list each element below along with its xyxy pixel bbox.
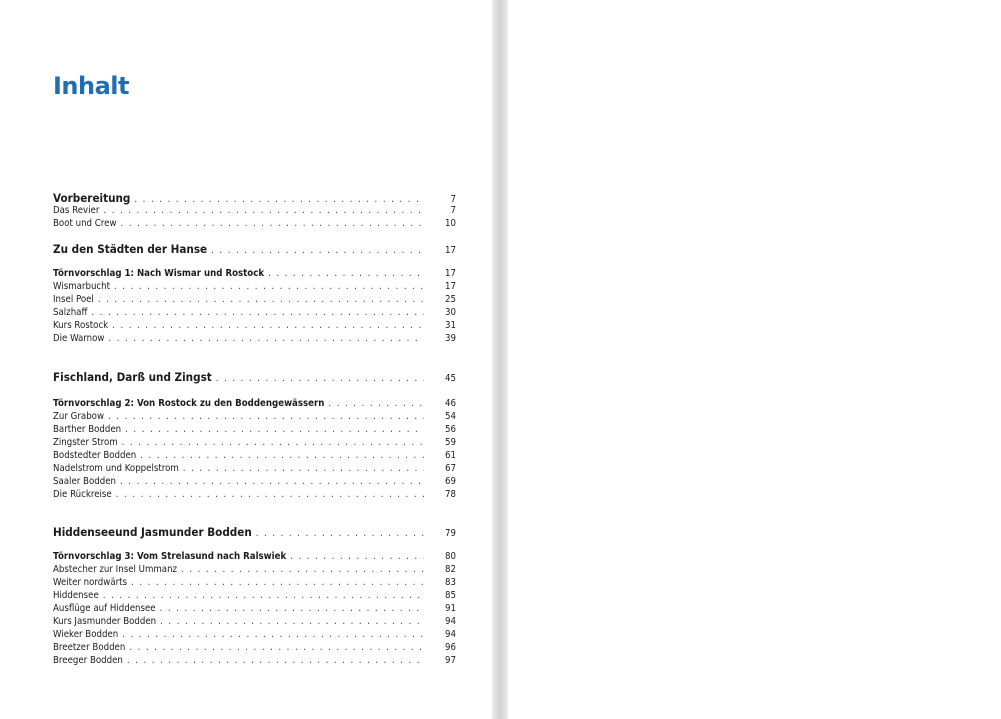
page-number: 97 xyxy=(445,655,456,666)
dot-leader xyxy=(120,475,424,488)
dot-leader xyxy=(183,462,424,475)
dot-leader xyxy=(127,654,424,667)
entry-title: Das Revier xyxy=(53,205,100,216)
entry-title: Ausflüge auf Hiddensee xyxy=(53,603,156,614)
entry-title: Törnvorschlag 1: Nach Wismar und Rostock xyxy=(53,268,265,279)
dot-leader xyxy=(268,267,424,280)
tour-heading xyxy=(53,550,456,563)
entry-title: Insel Poel xyxy=(53,294,94,305)
book-gutter xyxy=(492,0,508,719)
toc-entry xyxy=(53,563,456,576)
page-number: 17 xyxy=(445,245,456,256)
page-number: 80 xyxy=(445,551,456,562)
toc-entry xyxy=(53,449,456,462)
dot-leader xyxy=(103,204,424,217)
page-number: 82 xyxy=(445,564,456,575)
page-number: 7 xyxy=(450,205,456,216)
toc-entry xyxy=(53,204,456,217)
chapter-heading xyxy=(53,524,456,540)
toc-entry xyxy=(53,217,456,230)
dot-leader xyxy=(160,602,424,615)
entry-title: Saaler Bodden xyxy=(53,476,117,487)
entry-title: Vorbereitung xyxy=(53,191,131,205)
dot-leader xyxy=(116,488,424,501)
toc-entry xyxy=(53,615,456,628)
toc-entry xyxy=(53,280,456,293)
entry-title: Bodstedter Bodden xyxy=(53,450,137,461)
tour-heading xyxy=(53,267,456,280)
chapter-heading xyxy=(53,241,456,257)
entry-title: Hiddenseeund Jasmunder Bodden xyxy=(53,525,252,539)
toc-entry xyxy=(53,589,456,602)
page-number: 30 xyxy=(445,307,456,318)
page-number: 39 xyxy=(445,333,456,344)
toc-entry xyxy=(53,628,456,641)
entry-title: Törnvorschlag 2: Von Rostock zu den Boddengewässern xyxy=(53,398,325,409)
tour-heading xyxy=(53,397,456,410)
dot-leader xyxy=(256,526,424,540)
dot-leader xyxy=(328,397,424,410)
dot-leader xyxy=(112,319,424,332)
page-number: 31 xyxy=(445,320,456,331)
page-number: 94 xyxy=(445,629,456,640)
dot-leader xyxy=(91,306,424,319)
page-number: 94 xyxy=(445,616,456,627)
entry-title: Zingster Strom xyxy=(53,437,118,448)
left-page xyxy=(0,0,492,719)
page-number: 59 xyxy=(445,437,456,448)
dot-leader xyxy=(129,641,424,654)
right-page xyxy=(508,0,1001,719)
page-number: 79 xyxy=(445,528,456,539)
dot-leader xyxy=(211,243,424,257)
toc-entry xyxy=(53,306,456,319)
toc-entry xyxy=(53,319,456,332)
entry-title: Barther Bodden xyxy=(53,424,122,435)
entry-title: Wieker Bodden xyxy=(53,629,119,640)
dot-leader xyxy=(131,576,424,589)
entry-title: Nadelstrom und Koppelstrom xyxy=(53,463,179,474)
dot-leader xyxy=(125,423,424,436)
entry-title: Fischland, Darß und Zingst xyxy=(53,370,212,384)
toc-entry xyxy=(53,410,456,423)
dot-leader xyxy=(108,410,424,423)
page-number: 45 xyxy=(445,373,456,384)
dot-leader xyxy=(181,563,424,576)
page-number: 91 xyxy=(445,603,456,614)
entry-title: Kurs Jasmunder Bodden xyxy=(53,616,157,627)
entry-title: Zur Grabow xyxy=(53,411,105,422)
toc-entry xyxy=(53,475,456,488)
entry-title: Wismarbucht xyxy=(53,281,111,292)
dot-leader xyxy=(103,589,424,602)
page-number: 46 xyxy=(445,398,456,409)
entry-title: Kurs Rostock xyxy=(53,320,109,331)
entry-title: Zu den Städten der Hanse xyxy=(53,242,208,256)
dot-leader xyxy=(98,293,424,306)
page-number: 17 xyxy=(445,281,456,292)
dot-leader xyxy=(114,280,424,293)
toc-entry xyxy=(53,293,456,306)
toc-entry xyxy=(53,654,456,667)
page-number: 69 xyxy=(445,476,456,487)
toc-entry xyxy=(53,488,456,501)
page-number: 85 xyxy=(445,590,456,601)
page-number: 17 xyxy=(445,268,456,279)
toc-entry xyxy=(53,602,456,615)
entry-title: Boot und Crew xyxy=(53,218,117,229)
dot-leader xyxy=(122,628,424,641)
entry-title: Breeger Bodden xyxy=(53,655,123,666)
toc-entry xyxy=(53,436,456,449)
page-number: 78 xyxy=(445,489,456,500)
page-number: 56 xyxy=(445,424,456,435)
page-title: Inhalt xyxy=(53,72,129,100)
toc-entry xyxy=(53,462,456,475)
toc-entry xyxy=(53,641,456,654)
entry-title: Abstecher zur Insel Ummanz xyxy=(53,564,178,575)
dot-leader xyxy=(121,217,424,230)
entry-title: Salzhaff xyxy=(53,307,88,318)
page-number: 67 xyxy=(445,463,456,474)
page-number: 7 xyxy=(450,194,456,205)
entry-title: Törnvorschlag 3: Vom Strelasund nach Ralswiek xyxy=(53,551,287,562)
dot-leader xyxy=(109,332,425,345)
entry-title: Weiter nordwärts xyxy=(53,577,128,588)
page-number: 83 xyxy=(445,577,456,588)
dot-leader xyxy=(216,371,424,385)
page-number: 25 xyxy=(445,294,456,305)
toc-entry xyxy=(53,423,456,436)
dot-leader xyxy=(140,449,424,462)
page-number: 54 xyxy=(445,411,456,422)
entry-title: Breetzer Bodden xyxy=(53,642,126,653)
chapter-heading xyxy=(53,369,456,385)
dot-leader xyxy=(122,436,424,449)
toc-entry xyxy=(53,576,456,589)
entry-title: Die Rückreise xyxy=(53,489,112,500)
entry-title: Die Warnow xyxy=(53,333,105,344)
page-number: 96 xyxy=(445,642,456,653)
page-number: 61 xyxy=(445,450,456,461)
entry-title: Hiddensee xyxy=(53,590,99,601)
dot-leader xyxy=(290,550,424,563)
dot-leader xyxy=(160,615,424,628)
toc-entry xyxy=(53,332,456,345)
page-number: 10 xyxy=(445,218,456,229)
